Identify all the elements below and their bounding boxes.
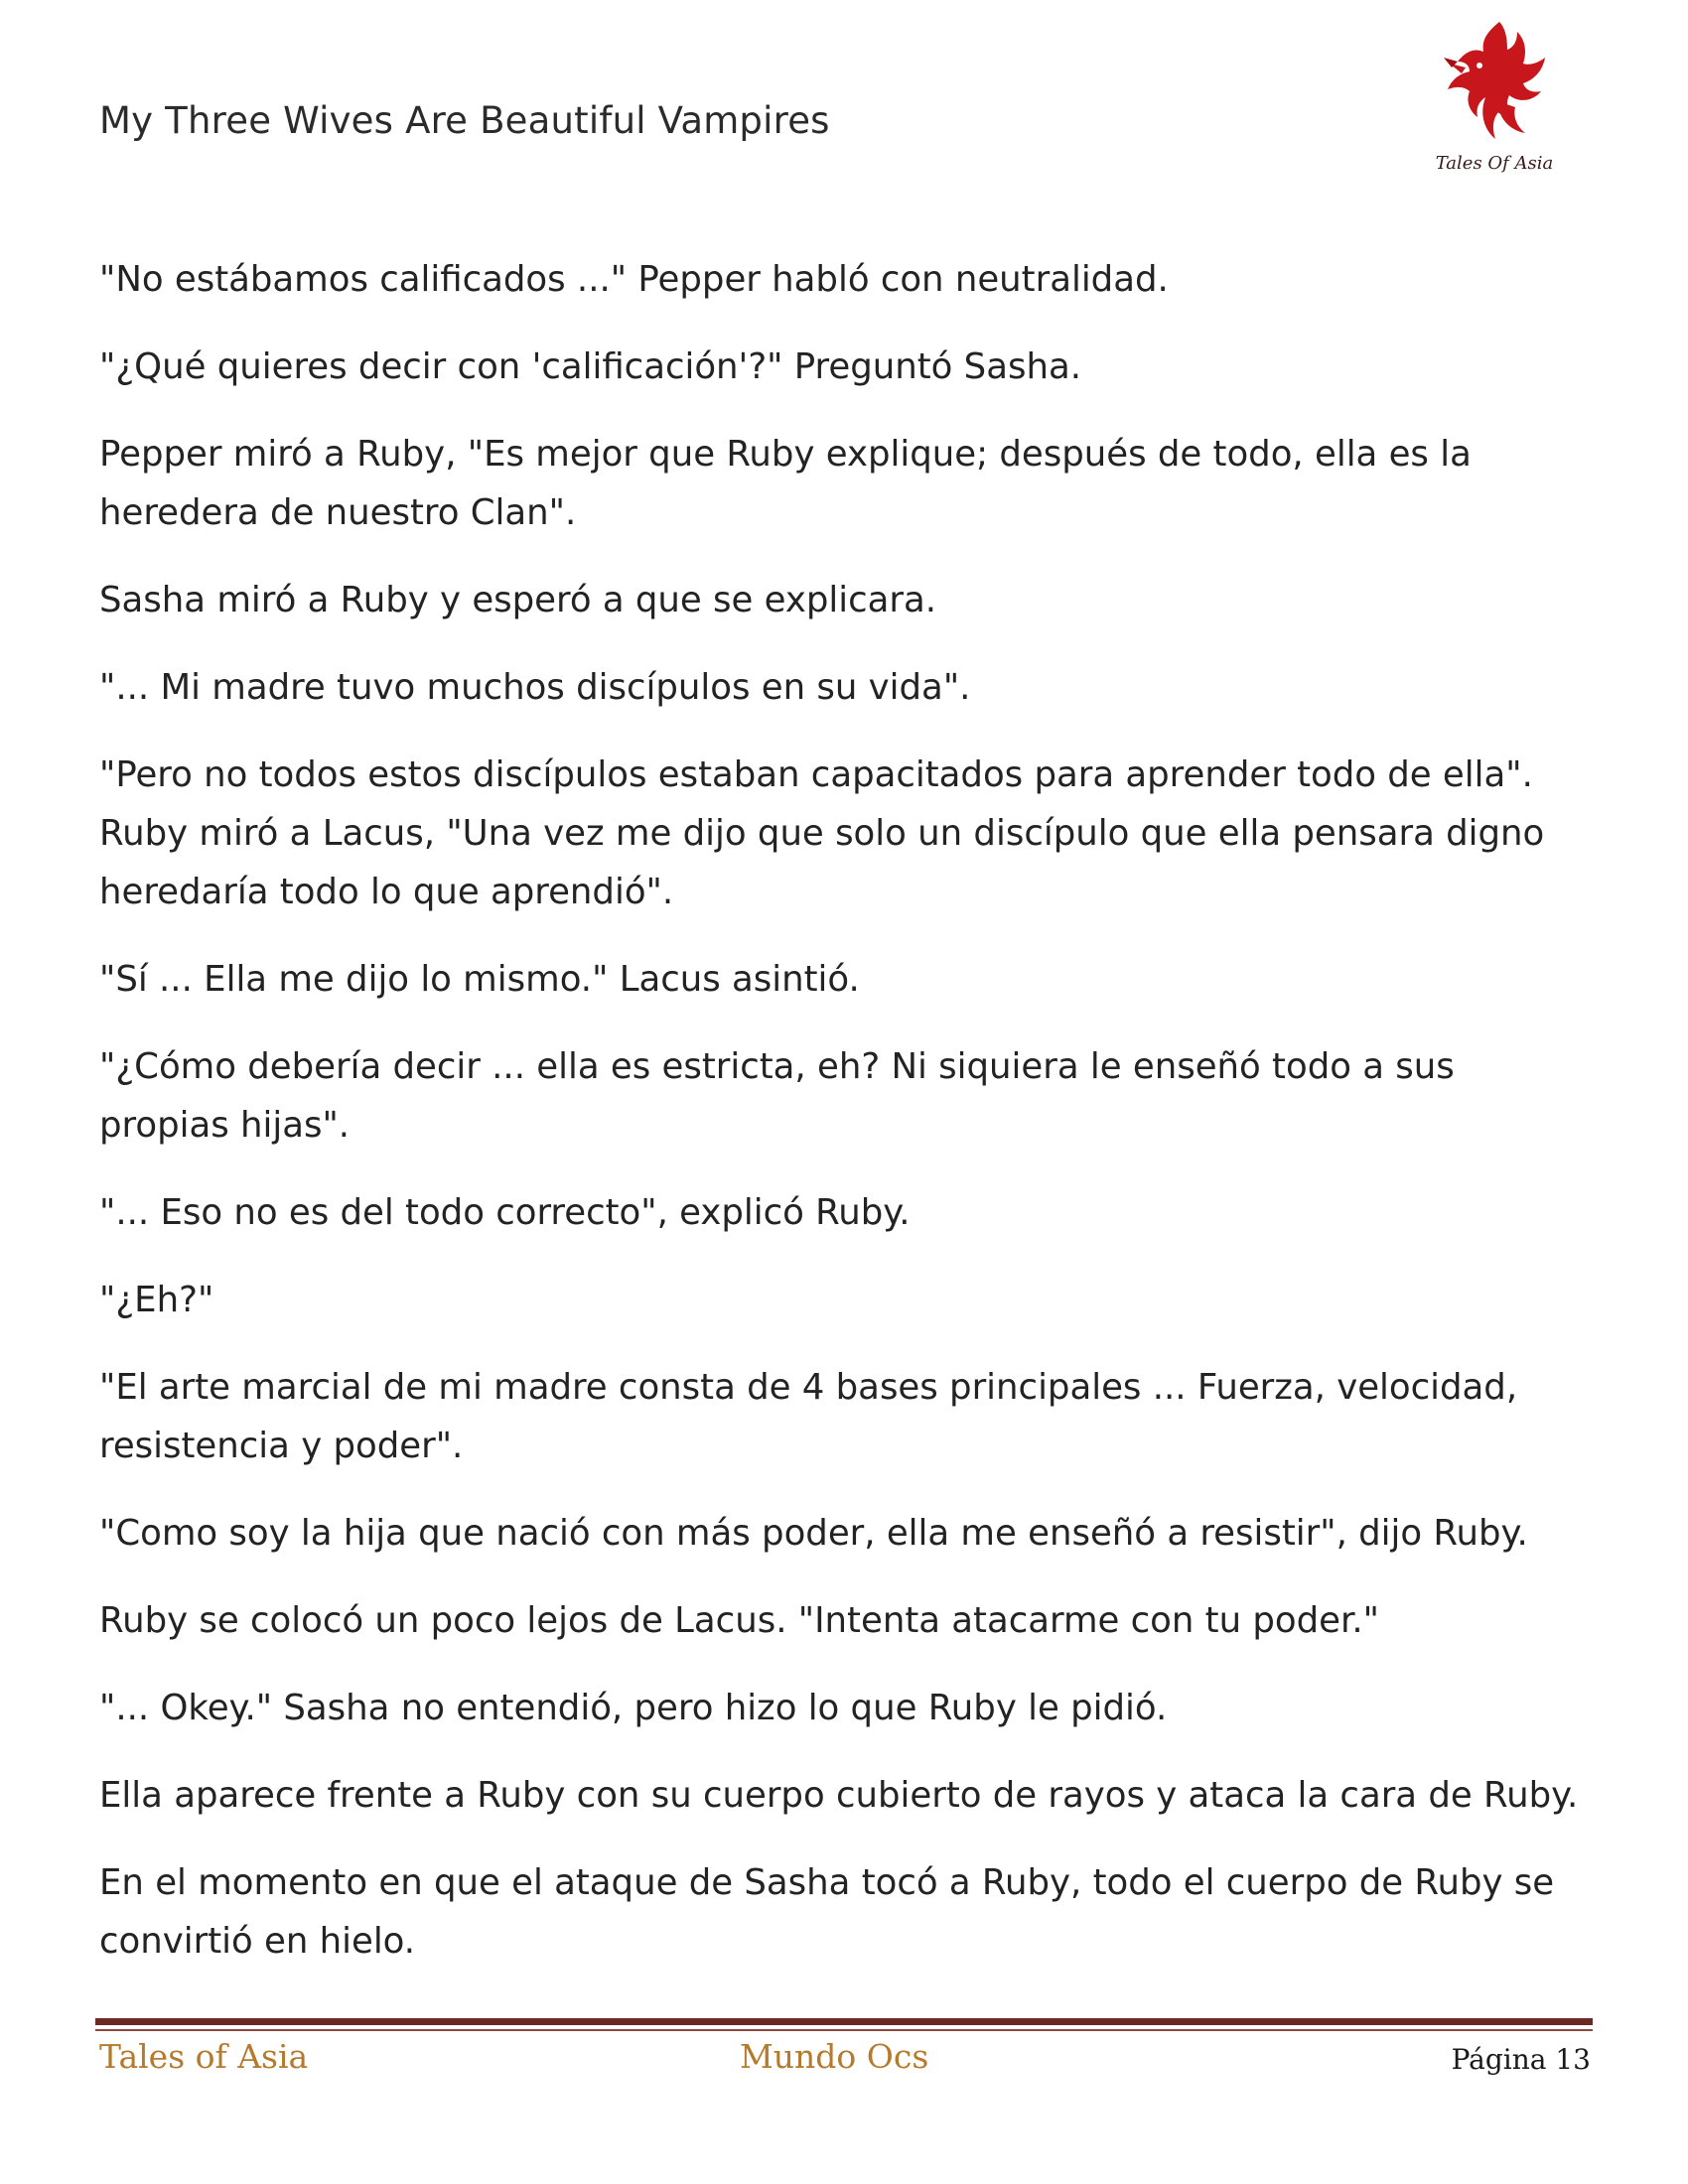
- paragraph: "Sí ... Ella me dijo lo mismo." Lacus asintió.: [99, 959, 860, 1000]
- chapter-body: [99, 250, 1589, 1999]
- paragraph: "¿Cómo debería decir ... ella es estricta, eh? Ni siquiera le enseñó todo a sus propias hijas".: [99, 1046, 1455, 1146]
- paragraph: "... Okey." Sasha no entendió, pero hizo lo que Ruby le pidió.: [99, 1688, 1168, 1728]
- paragraph: Sasha miró a Ruby y esperó a que se explicara.: [99, 580, 937, 620]
- paragraph: "No estábamos calificados ..." Pepper habló con neutralidad.: [99, 259, 1169, 300]
- red-dragon-logo-icon: [1430, 18, 1559, 152]
- page-number: Página 13: [1451, 2043, 1591, 2076]
- paragraph: En el momento en que el ataque de Sasha tocó a Ruby, todo el cuerpo de Ruby se convirtió en hielo.: [99, 1862, 1555, 1962]
- paragraph: Pepper miró a Ruby, "Es mejor que Ruby explique; después de todo, ella es la heredera de nuestro Clan".: [99, 434, 1472, 533]
- paragraph: "¿Eh?": [99, 1280, 214, 1320]
- paragraph: "... Eso no es del todo correcto", explicó Ruby.: [99, 1192, 911, 1233]
- paragraph: "¿Qué quieres decir con 'calificación'?" Preguntó Sasha.: [99, 346, 1081, 387]
- paragraph: "... Mi madre tuvo muchos discípulos en su vida".: [99, 667, 971, 708]
- footer-translator: Mundo Ocs: [740, 2037, 929, 2076]
- paragraph: "Pero no todos estos discípulos estaban capacitados para aprender todo de ella". Ruby miró a Lacus, "Una vez me dijo que solo un discípulo que ella pensara digno heredaría todo lo que aprendió".: [99, 754, 1545, 912]
- logo-text: Tales Of Asia: [1435, 153, 1554, 174]
- footer-publisher: Tales of Asia: [99, 2037, 309, 2076]
- paragraph: Ella aparece frente a Ruby con su cuerpo cubierto de rayos y ataca la cara de Ruby.: [99, 1775, 1579, 1816]
- document-title: My Three Wives Are Beautiful Vampires: [99, 99, 830, 142]
- tales-of-asia-logo: [1430, 18, 1559, 182]
- paragraph: Ruby se colocó un poco lejos de Lacus. "Intenta atacarme con tu poder.": [99, 1600, 1379, 1641]
- paragraph: "Como soy la hija que nació con más poder, ella me enseñó a resistir", dijo Ruby.: [99, 1513, 1528, 1554]
- footer-divider: [95, 2018, 1593, 2025]
- paragraph: "El arte marcial de mi madre consta de 4 bases principales ... Fuerza, velocidad, resistencia y poder".: [99, 1367, 1518, 1466]
- footer-divider-thin: [95, 2029, 1593, 2031]
